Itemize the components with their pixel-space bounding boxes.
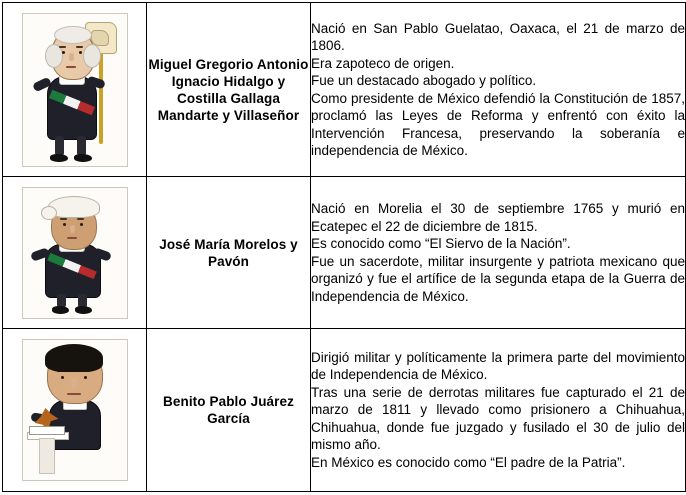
figure-description (311, 177, 686, 329)
figure-name: Benito Pablo Juárez García (147, 329, 311, 492)
figure-name: Miguel Gregorio Antonio Ignacio Hidalgo y Costilla Gallaga Mandarte y Villaseñor (147, 3, 311, 177)
description-line: En México es conocido como “El padre de la Patria”. (311, 454, 626, 470)
portrait-cell (3, 3, 147, 177)
description-line: Fue un sacerdote, militar insurgente y patriota mexicano que organizó y fue el artífice de la segunda etapa de la Guerra de Independencia de México. (311, 253, 685, 304)
portrait-cell (3, 329, 147, 492)
table-row (3, 3, 686, 177)
table-row (3, 329, 686, 492)
portrait-cell (3, 177, 147, 329)
document-page (0, 2, 686, 495)
caricature-hidalgo-illustration (22, 13, 128, 167)
description-line: Dirigió militar y políticamente la primera parte del movimiento de Independencia de México. (311, 349, 685, 383)
figure-name: José María Morelos y Pavón (147, 177, 311, 329)
description-line: Como presidente de México defendió la Constitución de 1857, proclamó las Leyes de Reforma y enfrentó con éxito la Intervención Francesa, preservando la soberanía e independencia de México. (311, 90, 685, 158)
figure-description (311, 3, 686, 177)
historical-figures-table (2, 2, 686, 492)
caricature-morelos-illustration (22, 187, 128, 319)
table-row (3, 177, 686, 329)
description-line: Era zapoteco de origen. (311, 55, 455, 71)
description-line: Fue un destacado abogado y político. (311, 73, 537, 88)
description-line: Tras una serie de derrotas militares fue capturado el 21 de marzo de 1811 y llevado como prisionero a Chihuahua, Chihuahua, donde fue juzgado y fusilado el 30 de julio del mismo año. (311, 384, 685, 453)
description-line: Es conocido como “El Siervo de la Nación”. (311, 236, 571, 251)
figure-description (311, 329, 686, 492)
description-line: Nació en San Pablo Guelatao, Oaxaca, el 21 de marzo de 1806. (311, 20, 685, 53)
caricature-juarez-illustration (22, 339, 128, 481)
description-line: Nació en Morelia el 30 de septiembre 1765 y murió en Ecatepec el 22 de diciembre de 1815. (311, 201, 685, 234)
